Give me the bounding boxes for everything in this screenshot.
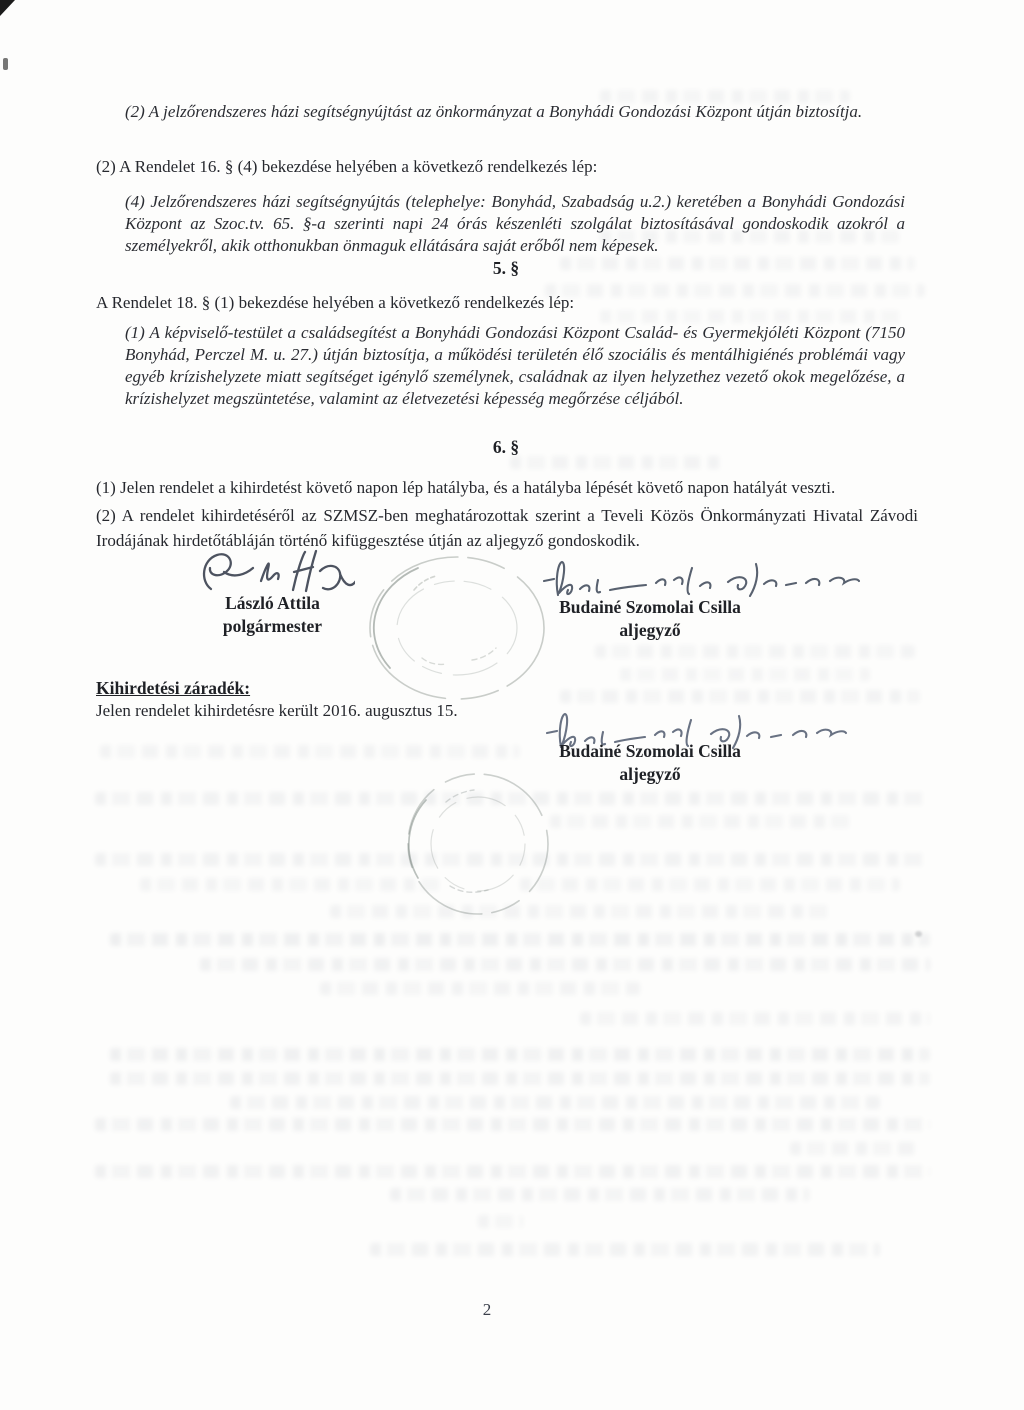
official-stamp-oval (362, 550, 552, 708)
final-provision-2: (2) A rendelet kihirdetéséről az SZMSZ-ben meghatározottak szerint a Teveli Közös Önkormányzati Hivatal Závodi Irodájának hirdetőtábláján történő kifüggesztése útján az aljegyző gondoskodik. (96, 506, 918, 550)
bleed-through-line (600, 230, 900, 243)
bleed-through-line (110, 1072, 930, 1085)
bleed-through-line (510, 456, 725, 469)
bleed-through-line (110, 1048, 930, 1061)
amendment-intro-16-4: (2) A Rendelet 16. § (4) bekezdése helyében a következő rendelkezés lép: (96, 157, 598, 176)
bleed-through-line (550, 815, 850, 828)
final-provision-1: (1) Jelen rendelet a kihirdetést követő napon lép hatályba, és a hatályba lépését követő napon hatályát veszti. (96, 478, 836, 497)
mayor-name: László Attila (225, 593, 320, 613)
bleed-through-line (110, 933, 930, 946)
bleed-through-line (560, 690, 920, 703)
section-heading-6: 6. § (492, 437, 520, 457)
scan-corner-artifact (0, 0, 15, 16)
bleed-through-line (600, 90, 850, 103)
promulgation-clause-heading: Kihirdetési záradék: (96, 678, 251, 698)
amendment-intro-18-1: A Rendelet 18. § (1) bekezdése helyében a következő rendelkezés lép: (96, 293, 575, 312)
deputy-clerk-title: aljegyző (619, 620, 681, 640)
bleed-through-line (580, 1012, 930, 1025)
bleed-through-line (320, 982, 640, 995)
quoted-provision-18-1: (1) A képviselő-testület a családsegítést a Bonyhádi Gondozási Központ Család- és Gyermekjóléti Központ (7150 Bonyhád, Perczel M. u. 27.) útján biztosítja, a működési területén élő szociális és mentálhigiénés problémái vagy egyéb krízishelyzete miatt segítséget igénylő személynek, családnak az ilyen helyzethez vezető okok megelőzése, a krízishelyzet megszüntetése, valamint az életvezetési képesség megőrzése céljából. (125, 323, 905, 408)
mayor-signature-block (165, 592, 380, 638)
bleed-through-line (140, 878, 440, 891)
bleed-through-line (790, 1142, 915, 1155)
scan-edge-mark (3, 58, 8, 70)
bleed-through-line (370, 1243, 880, 1256)
bleed-through-line (330, 905, 830, 918)
bleed-through-line (595, 645, 915, 658)
mayor-title: polgármester (222, 616, 323, 636)
bleed-through-line (95, 853, 925, 866)
bleed-through-line (200, 958, 930, 971)
closing-signer-name: Budainé Szomolai Csilla (559, 741, 741, 761)
bleed-through-line (545, 284, 925, 297)
page-number: 2 (482, 1300, 492, 1319)
bleed-through-line (95, 792, 925, 805)
bleed-through-line (560, 257, 915, 270)
bleed-through-line (95, 1165, 930, 1178)
bleed-through-line (390, 1188, 810, 1201)
bleed-through-line (100, 745, 520, 758)
closing-signer-title: aljegyző (619, 764, 681, 784)
promulgation-clause-text: Jelen rendelet kihirdetésre került 2016. augusztus 15. (96, 701, 458, 720)
bleed-through-line (478, 1215, 523, 1228)
bleed-through-line (600, 310, 900, 323)
bleed-through-line (520, 878, 900, 891)
quoted-provision-16-4: (4) Jelzőrendszeres házi segítségnyújtás (telephelye: Bonyhád, Szabadság u.2.) keretében a Bonyhádi Gondozási Központ az Szoc.tv. 65. §-a szerinti napi 24 órás készenléti szolgálat biztosításával gondoskodik azokról a személyekről, akik otthonukban önmaguk ellátására saját erőből nem képesek. (125, 192, 905, 255)
bleed-through-line (620, 668, 870, 681)
bleed-through-line (230, 1096, 880, 1109)
bleed-through-line (95, 1118, 930, 1131)
deputy-clerk-name: Budainé Szomolai Csilla (559, 597, 741, 617)
section-heading-5: 5. § (492, 258, 520, 278)
quoted-provision-16-2: (2) A jelzőrendszeres házi segítségnyújtást az önkormányzat a Bonyhádi Gondozási Központ útján biztosítja. (125, 102, 863, 121)
